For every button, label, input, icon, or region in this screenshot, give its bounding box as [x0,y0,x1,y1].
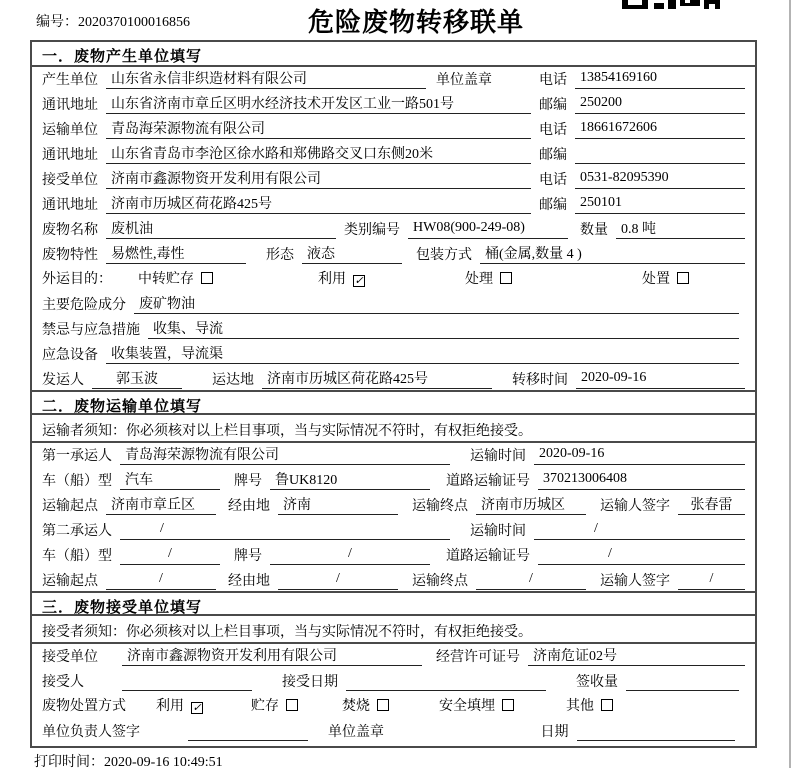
destination-label: 运达地 [212,373,254,388]
transporter-zip-label: 邮编 [539,148,567,163]
vehicle-type1-label: 车（船）型 [42,474,112,489]
receiver-zip-label: 邮编 [539,198,567,213]
receiver-address-value: 济南市历城区荷花路425号 [106,193,531,214]
receiver-address-label: 通讯地址 [42,198,98,213]
destination-value: 济南市历城区荷花路425号 [262,368,492,389]
main-hazard-value: 废矿物油 [134,293,739,314]
receiver-phone-value: 0531-82095390 [575,170,745,189]
receiver-unit-label: 接受单位 [42,173,98,188]
producer-unit-row [32,67,755,92]
disposal-reuse-checkbox-icon: ✓ [192,702,202,714]
manager-signature-value [188,722,308,741]
waste-name-label: 废物名称 [42,223,98,238]
unit-seal2-label: 单位盖章 [328,725,384,740]
page-title: 危险废物转移联单 [307,8,524,37]
transporter-address-row [32,142,755,167]
route2-row [32,568,755,593]
disposal-other-label: 其他 [566,699,594,714]
route1-sign-value: 张春雷 [678,494,745,515]
route2-origin-value: / [106,571,216,590]
disposal-method-row [32,694,755,719]
route2-sign-value: / [678,571,745,590]
transporter-phone-label: 电话 [539,123,567,138]
road-license2-value: / [538,546,745,565]
sender-label: 发运人 [42,373,84,388]
transfer-time-label: 转移时间 [512,373,568,388]
disposal-landfill-option [439,695,514,715]
purpose-reuse-label: 利用 [318,272,346,287]
route2-sign-label: 运输人签字 [600,574,670,589]
producer-zip-label: 邮编 [539,98,567,113]
purpose-disposal-option [642,268,689,288]
acceptor-row [32,669,755,694]
manager-signature-row [32,719,755,744]
unit-seal-label: 单位盖章 [436,73,492,88]
producer-address-row [32,92,755,117]
emergency-equipment-value: 收集装置，导流渠 [106,343,739,364]
producer-address-value: 山东省济南市章丘区明水经济技术开发区工业一路501号 [106,93,531,114]
purpose-reuse-option [318,268,365,288]
print-time: 打印时间：2020-09-16 10:49:51 [34,755,223,768]
purpose-transit-storage-option [138,268,213,288]
disposal-storage-option [251,695,298,715]
sign-date-label: 日期 [540,725,569,740]
waste-qty-value: 0.8 吨 [616,218,745,239]
waste-name-value: 废机油 [106,218,336,239]
transporter-unit-value: 青岛海荣源物流有限公司 [106,118,531,139]
purpose-reuse-checkbox-icon: ✓ [354,275,364,287]
accepting-unit-row [32,644,755,669]
page-header [0,0,760,40]
section2-heading: 二．废物运输单位填写 [32,390,755,415]
vehicle-type2-label: 车（船）型 [42,549,112,564]
route1-sign-label: 运输人签字 [600,499,670,514]
purpose-transit-storage-checkbox-icon [201,272,213,284]
operation-license-value: 济南危证02号 [528,645,745,666]
main-hazard-label: 主要危险成分 [42,298,126,313]
producer-phone-value: 13854169160 [575,70,745,89]
plate2-label: 牌号 [234,549,262,564]
acceptor-label: 接受人 [42,675,84,690]
route2-end-label: 运输终点 [412,574,468,589]
purpose-disposal-label: 处置 [642,272,670,287]
first-carrier-row [32,443,755,468]
receiver-notice: 接受者须知：你必须核对以上栏目事项，当与实际情况不符时，有权拒绝接受。 [32,616,755,644]
transport-time1-label: 运输时间 [470,449,526,464]
waste-character-label: 废物特性 [42,248,98,263]
accept-date-label: 接受日期 [282,675,338,690]
disposal-method-label: 废物处置方式 [42,699,126,714]
second-carrier-label: 第二承运人 [42,524,112,539]
sender-value: 郭玉波 [92,368,182,389]
transport-time2-label: 运输时间 [470,524,526,539]
sign-date-value [577,722,736,741]
waste-name-row [32,217,755,242]
purpose-treatment-checkbox-icon [500,272,512,284]
producer-zip-value: 250200 [575,95,745,114]
receiver-unit-row [32,167,755,192]
operation-license-label: 经营许可证号 [436,650,520,665]
signed-quantity-value [626,672,739,691]
purpose-disposal-checkbox-icon [677,272,689,284]
route1-end-value: 济南市历城区 [476,494,586,515]
emergency-measures-value: 收集、导流 [148,318,739,339]
accept-date-value [346,672,546,691]
disposal-other-option [566,695,613,715]
road-license1-label: 道路运输证号 [446,474,530,489]
route1-origin-label: 运输起点 [42,499,98,514]
disposal-storage-checkbox-icon [286,699,298,711]
emergency-equipment-row [32,342,755,367]
route2-end-value: / [476,571,586,590]
signed-quantity-label: 签收量 [576,675,618,690]
disposal-other-checkbox-icon [601,699,613,711]
main-hazard-row [32,292,755,317]
disposal-incineration-checkbox-icon [377,699,389,711]
doc-number-value: 2020370100016856 [78,15,190,30]
waste-form-value: 液态 [302,243,402,264]
disposal-landfill-label: 安全填埋 [439,699,495,714]
disposal-incineration-option [342,695,389,715]
waste-form-label: 形态 [266,248,294,263]
second-carrier-row [32,518,755,543]
purpose-treatment-option [465,268,512,288]
emergency-equipment-label: 应急设备 [42,348,98,363]
purpose-treatment-label: 处理 [465,272,493,287]
disposal-reuse-option [156,695,203,715]
vehicle-type1-value: 汽车 [120,469,220,490]
transport-time1-value: 2020-09-16 [534,446,745,465]
manager-signature-label: 单位负责人签字 [42,725,140,740]
section3-heading: 三．废物接受单位填写 [32,591,755,616]
transporter-zip-value [575,145,745,164]
waste-code-label: 类别编号 [344,223,400,238]
vehicle1-row [32,468,755,493]
disposal-reuse-label: 利用 [156,699,184,714]
producer-unit-value: 山东省永信非织造材料有限公司 [106,68,426,89]
route1-origin-value: 济南市章丘区 [106,494,216,515]
road-license1-value: 370213006408 [538,471,745,490]
transfer-purpose-label: 外运目的： [42,272,112,287]
first-carrier-label: 第一承运人 [42,449,112,464]
receiver-unit-value: 济南市鑫源物资开发利用有限公司 [106,168,531,189]
transfer-purpose-row [32,267,755,292]
accepting-unit-label: 接受单位 [42,650,98,665]
transport-time2-value: / [534,521,745,540]
route2-via-value: / [278,571,398,590]
producer-phone-label: 电话 [539,73,567,88]
waste-character-row [32,242,755,267]
manifest-form [30,40,757,748]
receiver-zip-value: 250101 [575,195,745,214]
transfer-time-value: 2020-09-16 [576,370,745,389]
route1-via-label: 经由地 [228,499,270,514]
transporter-address-label: 通讯地址 [42,148,98,163]
page-edge-line [789,0,791,768]
disposal-landfill-checkbox-icon [502,699,514,711]
disposal-storage-label: 贮存 [251,699,279,714]
plate2-value: / [270,546,430,565]
transporter-unit-row [32,117,755,142]
producer-unit-label: 产生单位 [42,73,98,88]
route2-origin-label: 运输起点 [42,574,98,589]
packing-label: 包装方式 [416,248,472,263]
route1-row [32,493,755,518]
transporter-phone-value: 18661672606 [575,120,745,139]
receiver-phone-label: 电话 [539,173,567,188]
second-carrier-value: / [120,521,450,540]
waste-code-value: HW08(900-249-08) [408,220,568,239]
receiver-address-row [32,192,755,217]
vehicle-type2-value: / [120,546,220,565]
producer-address-label: 通讯地址 [42,98,98,113]
section1-heading: 一．废物产生单位填写 [32,42,755,67]
doc-number-label: 编号： [36,15,78,30]
emergency-measures-label: 禁忌与应急措施 [42,323,140,338]
qr-code-icon [622,0,722,9]
transporter-notice: 运输者须知：你必须核对以上栏目事项，当与实际情况不符时，有权拒绝接受。 [32,415,755,443]
route1-via-value: 济南 [278,494,398,515]
packing-value: 桶(金属,数量 4 ) [480,243,745,264]
transporter-unit-label: 运输单位 [42,123,98,138]
plate1-label: 牌号 [234,474,262,489]
disposal-incineration-label: 焚烧 [342,699,370,714]
route2-via-label: 经由地 [228,574,270,589]
transporter-address-value: 山东省青岛市李沧区徐水路和郑佛路交叉口东侧20米 [106,143,531,164]
road-license2-label: 道路运输证号 [446,549,530,564]
route1-end-label: 运输终点 [412,499,468,514]
accepting-unit-value: 济南市鑫源物资开发利用有限公司 [122,645,422,666]
emergency-measures-row [32,317,755,342]
plate1-value: 鲁UK8120 [270,469,430,490]
waste-qty-label: 数量 [580,223,608,238]
waste-character-value: 易燃性,毒性 [106,243,246,264]
acceptor-value [122,672,252,691]
sender-row [32,367,755,392]
purpose-transit-storage-label: 中转贮存 [138,272,194,287]
vehicle2-row [32,543,755,568]
first-carrier-value: 青岛海荣源物流有限公司 [120,444,450,465]
